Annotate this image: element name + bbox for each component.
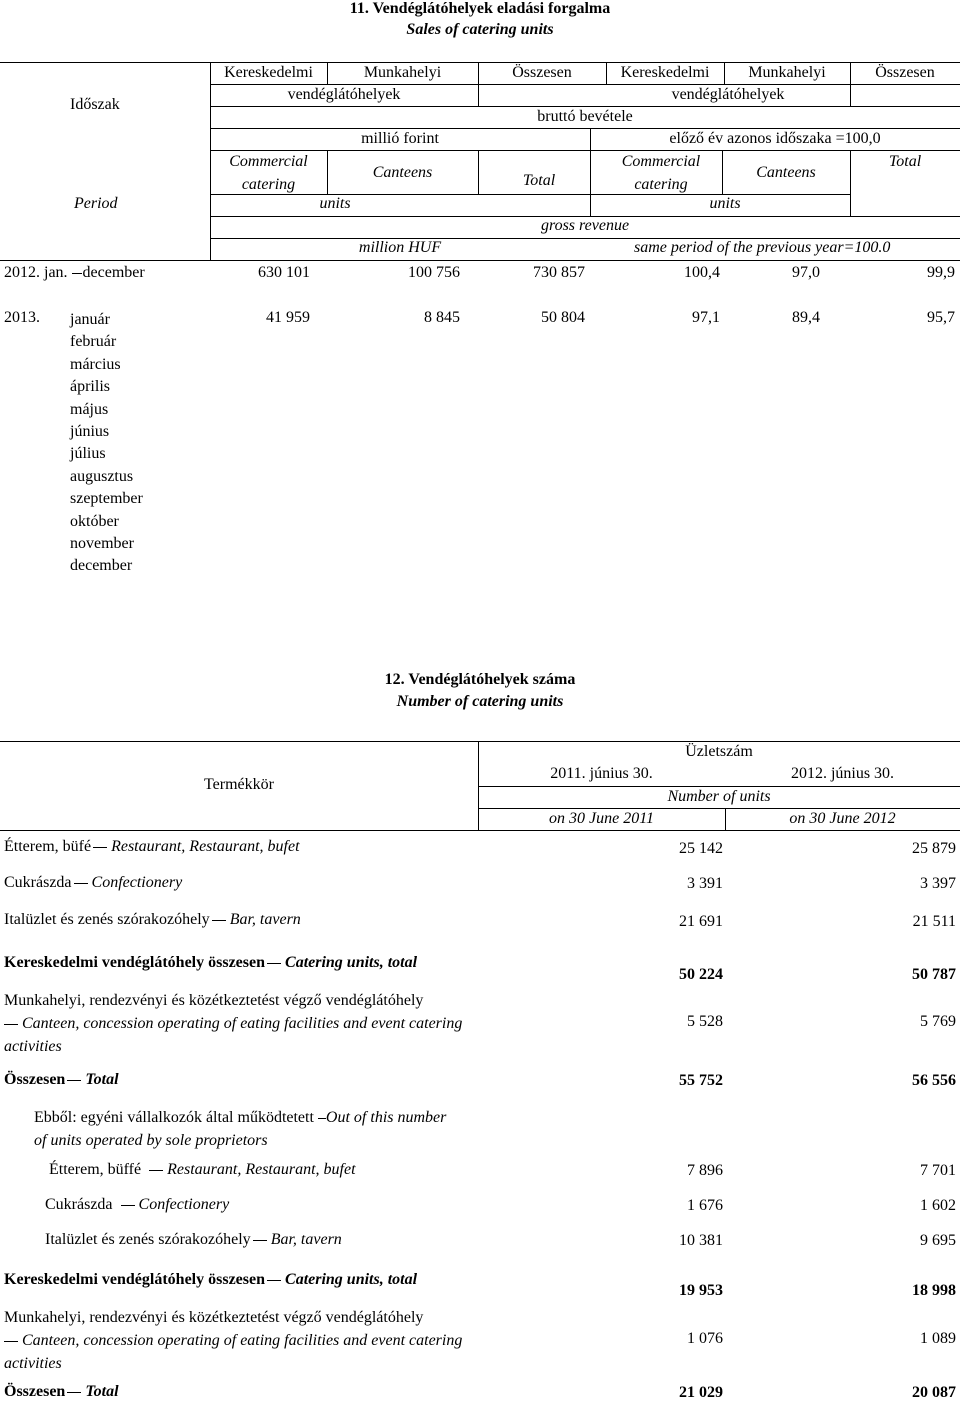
- value-cell: 55 752: [679, 1072, 723, 1089]
- month-list: [70, 309, 143, 578]
- value-cell: 1 089: [920, 1330, 956, 1347]
- vendeglato-label-index: vendéglátóhelyek: [671, 86, 785, 103]
- value-cell: 3 397: [920, 875, 956, 892]
- canteens-label-index: Canteens: [756, 164, 816, 181]
- row-label: Kereskedelmi vendéglátóhely összesen Catering units, total: [4, 1271, 418, 1288]
- value-cell: 21 029: [679, 1384, 723, 1401]
- col-kereskedelmi-index: Kereskedelmi: [620, 64, 710, 81]
- value-cell: 50 224: [679, 966, 723, 983]
- value-cell: 9 695: [920, 1232, 956, 1249]
- row-label: Cukrászda Confectionery: [45, 1196, 230, 1213]
- month: október: [70, 512, 119, 530]
- value-cell: 7 701: [920, 1162, 956, 1179]
- catering-label: catering: [241, 176, 296, 193]
- table11-title: 11. Vendéglátóhelyek eladási forgalma: [349, 0, 611, 17]
- month: szeptember: [70, 490, 143, 508]
- value-cell: 56 556: [912, 1072, 956, 1089]
- million-huf-label: million HUF: [358, 239, 442, 256]
- date-2011-en: on 30 June 2011: [548, 810, 654, 827]
- value-cell: 5 769: [920, 1013, 956, 1030]
- value-cell: 19 953: [679, 1282, 723, 1299]
- month: november: [70, 535, 134, 553]
- col-osszesen-index: Összesen: [875, 64, 935, 81]
- value-cell: 95,7: [927, 309, 955, 326]
- total-label: Total: [522, 172, 556, 189]
- value-cell: 100,4: [684, 264, 720, 281]
- row-label: Cukrászda Confectionery: [4, 874, 183, 891]
- value-cell: 25 142: [679, 840, 723, 857]
- uzletszam-label: Üzletszám: [685, 743, 753, 760]
- period-label-hu: Időszak: [70, 96, 120, 113]
- year-label: 2013.: [4, 309, 40, 326]
- month: március: [70, 355, 121, 373]
- value-cell: 1 602: [920, 1197, 956, 1214]
- row-label: Összesen Total: [4, 1383, 119, 1400]
- millio-label: millió forint: [361, 130, 439, 147]
- number-of-units-label: Number of units: [667, 788, 771, 805]
- value-cell: 97,0: [792, 264, 820, 281]
- month: július: [70, 445, 106, 463]
- same-period-label: same period of the previous year=100.0: [634, 239, 891, 256]
- total-label-index: Total: [888, 153, 922, 170]
- brutto-label: bruttó bevétele: [537, 108, 633, 125]
- row-label: 2012. jan. december: [4, 264, 145, 281]
- value-cell: 1 676: [687, 1197, 723, 1214]
- ebbol-label: Ebből: egyéni vállalkozók által működtetett Out of this number of units operated by sole proprietors: [34, 1109, 447, 1149]
- month: február: [70, 333, 117, 351]
- row-label: Italüzlet és zenés szórakozóhely Bar, tavern: [45, 1231, 342, 1248]
- col-osszesen: Összesen: [512, 64, 572, 81]
- units-label-index: units: [709, 195, 741, 212]
- elozo-label: előző év azonos időszaka =100,0: [669, 130, 881, 147]
- value-cell: 20 087: [912, 1384, 956, 1401]
- table12-title: 12. Vendéglátóhelyek száma: [384, 671, 576, 688]
- value-cell: 5 528: [687, 1013, 723, 1030]
- catering-label-index: catering: [634, 176, 688, 193]
- value-cell: 21 691: [679, 913, 723, 930]
- row-label: Munkahelyi, rendezvényi és közétkeztetést végző vendéglátóhely Canteen, concession operating of eating facilities and event catering activities: [4, 1309, 463, 1372]
- gross-revenue-label: gross revenue: [540, 217, 630, 234]
- value-cell: 8 845: [424, 309, 460, 326]
- date-2011: 2011. június 30.: [550, 765, 653, 782]
- date-2012: 2012. június 30.: [790, 765, 895, 782]
- row-label: Italüzlet és zenés szórakozóhely Bar, tavern: [4, 911, 301, 928]
- value-cell: 50 787: [912, 966, 956, 983]
- month: május: [70, 400, 109, 418]
- col-munkahelyi: Munkahelyi: [363, 64, 442, 81]
- units-label: units: [319, 195, 351, 212]
- month: április: [70, 378, 110, 396]
- commercial-label: Commercial: [229, 153, 308, 170]
- table11-subtitle: Sales of catering units: [406, 21, 554, 38]
- month: január: [70, 311, 110, 328]
- date-2012-en: on 30 June 2012: [789, 810, 896, 827]
- month: december: [70, 557, 133, 575]
- value-cell: 7 896: [687, 1162, 723, 1179]
- commercial-label-index: Commercial: [621, 153, 701, 170]
- row-label: Kereskedelmi vendéglátóhely összesen Catering units, total: [4, 954, 418, 971]
- period-label-en: Period: [74, 195, 118, 212]
- value-cell: 18 998: [912, 1282, 956, 1299]
- value-cell: 99,9: [927, 264, 955, 281]
- termekkor-label: Termékkör: [204, 776, 274, 793]
- row-label: Összesen Total: [4, 1071, 119, 1088]
- value-cell: 100 756: [408, 264, 460, 281]
- value-cell: 3 391: [687, 875, 723, 892]
- value-cell: 21 511: [912, 913, 956, 930]
- col-kereskedelmi: Kereskedelmi: [224, 64, 313, 81]
- row-label: Munkahelyi, rendezvényi és közétkeztetést végző vendéglátóhely Canteen, concession operating of eating facilities and event catering activities: [4, 992, 463, 1055]
- value-cell: 1 076: [687, 1330, 723, 1347]
- month: június: [70, 423, 110, 441]
- value-cell: 50 804: [541, 309, 585, 326]
- canteens-label: Canteens: [372, 164, 433, 181]
- table12-subtitle: Number of catering units: [396, 693, 564, 710]
- month: augusztus: [70, 467, 134, 485]
- value-cell: 41 959: [266, 309, 310, 326]
- row-label: Étterem, büfé Restaurant, Restaurant, bufet: [4, 838, 300, 855]
- value-cell: 630 101: [258, 264, 310, 281]
- value-cell: 97,1: [692, 309, 720, 326]
- value-cell: 25 879: [912, 840, 956, 857]
- vendeglato-label: vendéglátóhelyek: [287, 86, 401, 103]
- value-cell: 89,4: [792, 309, 820, 326]
- value-cell: 10 381: [679, 1232, 723, 1249]
- row-label: Étterem, büffé Restaurant, Restaurant, bufet: [49, 1161, 356, 1178]
- value-cell: 730 857: [533, 264, 585, 281]
- col-munkahelyi-index: Munkahelyi: [748, 64, 826, 81]
